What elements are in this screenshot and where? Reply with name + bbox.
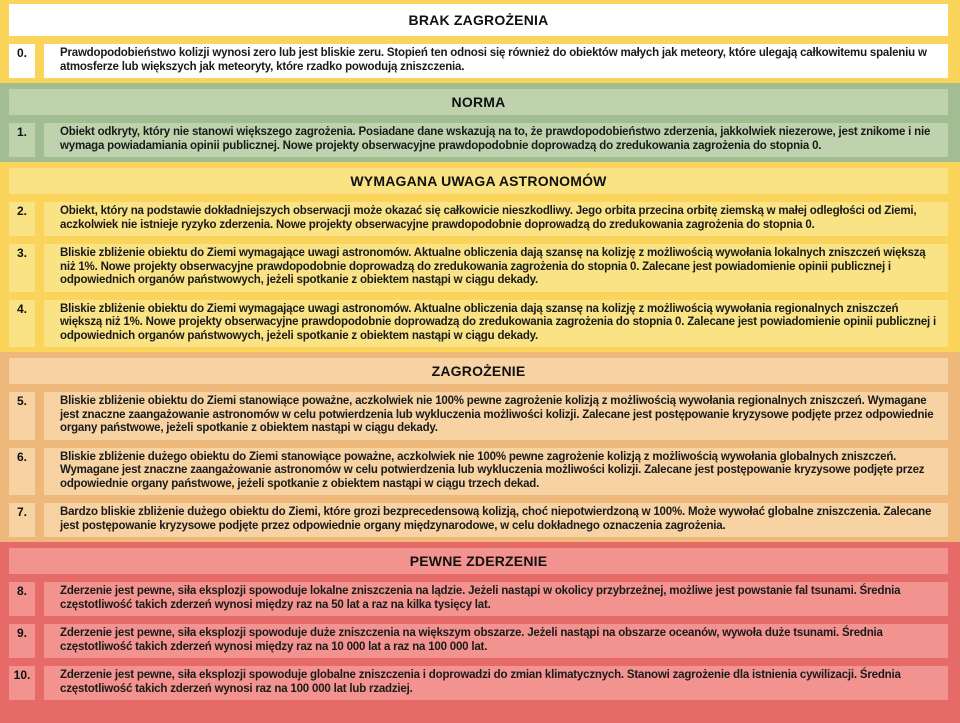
- scale-level-2: 2.: [9, 202, 35, 236]
- scale-row-9: [9, 624, 948, 658]
- scale-row-0: [9, 44, 948, 78]
- scale-description-1: Obiekt odkryty, który nie stanowi większego zagrożenia. Posiadane dane wskazują na to, że prawdopodobieństwo zderzenia, jakkolwiek niezerowe, jest znikome i nie wymaga powiadamiania opinii publicznej. Nowe projekty obserwacyjne prawdopodobnie doprowadzą do zredukowania zagrożenia do stopnia 0.: [44, 123, 948, 157]
- scale-level-8: 8.: [9, 582, 35, 616]
- section-title-norma: NORMA: [9, 89, 948, 115]
- scale-row-10: [9, 666, 948, 700]
- scale-description-6: Bliskie zbliżenie dużego obiektu do Ziemi stanowiące poważne, aczkolwiek nie 100% pewne zagrożenie kolizją z możliwością wywołania globalnych zniszczeń. Wymagane jest znaczne zaangażowanie astronomów w celu potwierdzenia lub wykluczenia możliwości kolizji. Zalecane jest postępowanie kryzysowe podjęte przez odpowiednie organy państwowe, jeżeli spotkanie z obiektem nastąpi w ciągu trzech dekad.: [44, 448, 948, 496]
- scale-description-9: Zderzenie jest pewne, siła eksplozji spowoduje duże zniszczenia na większym obszarze. Jeżeli nastąpi na obszarze oceanów, wywoła duże tsunami. Średnia częstotliwość takich zderzeń wynosi między raz na 10 000 lat a raz na 100 000 lat.: [44, 624, 948, 658]
- section-title-pewne-zderzenie: PEWNE ZDERZENIE: [9, 548, 948, 574]
- scale-row-2: [9, 202, 948, 236]
- scale-level-7: 7.: [9, 503, 35, 537]
- scale-level-10: 10.: [9, 666, 35, 700]
- scale-row-7: [9, 503, 948, 537]
- scale-row-6: [9, 448, 948, 496]
- scale-row-4: [9, 300, 948, 348]
- scale-level-6: 6.: [9, 448, 35, 496]
- scale-level-1: 1.: [9, 123, 35, 157]
- scale-row-8: [9, 582, 948, 616]
- scale-row-5: [9, 392, 948, 440]
- scale-level-5: 5.: [9, 392, 35, 440]
- scale-level-3: 3.: [9, 244, 35, 292]
- scale-description-8: Zderzenie jest pewne, siła eksplozji spowoduje lokalne zniszczenia na lądzie. Jeżeli nastąpi w okolicy przybrzeżnej, możliwe jest powstanie fal tsunami. Średnia częstotliwość takich zderzeń wynosi między raz na 50 lat a raz na kilka tysięcy lat.: [44, 582, 948, 616]
- section-wymagana-uwaga-astronomow: [0, 162, 960, 352]
- scale-description-10: Zderzenie jest pewne, siła eksplozji spowoduje globalne zniszczenia i doprowadzi do zmian klimatycznych. Stanowi zagrożenie dla istnienia cywilizacji. Średnia częstotliwość takich zderzeń wynosi raz na 100 000 lat lub rzadziej.: [44, 666, 948, 700]
- scale-description-4: Bliskie zbliżenie obiektu do Ziemi wymagające uwagi astronomów. Aktualne obliczenia dają szansę na kolizję z możliwością wywołania regionalnych zniszczeń większą niż 1%. Nowe projekty obserwacyjne prawdopodobnie doprowadzą do zredukowania zagrożenia do stopnia 0. Zalecane jest powiadomienie opinii publicznej i odpowiednich organów państwowych, jeżeli spotkanie z obiektem nastąpi w ciągu dekady.: [44, 300, 948, 348]
- scale-description-5: Bliskie zbliżenie obiektu do Ziemi stanowiące poważne, aczkolwiek nie 100% pewne zagrożenie kolizją z możliwością wywołania regionalnych zniszczeń. Wymagane jest znaczne zaangażowanie astronomów w celu potwierdzenia lub wykluczenia możliwości kolizji. Zalecane jest postępowanie kryzysowe podjęte przez odpowiednie organy państwowe, jeżeli spotkanie z obiektem nastąpi w ciągu dekady.: [44, 392, 948, 440]
- section-brak-zagrozenia: [0, 0, 960, 83]
- scale-row-1: [9, 123, 948, 157]
- scale-level-4: 4.: [9, 300, 35, 348]
- scale-level-0: 0.: [9, 44, 35, 78]
- section-title-wymagana-uwaga: WYMAGANA UWAGA ASTRONOMÓW: [9, 168, 948, 194]
- section-norma: [0, 83, 960, 162]
- scale-description-0: Prawdopodobieństwo kolizji wynosi zero lub jest bliskie zeru. Stopień ten odnosi się również do obiektów małych jak meteory, które ulegają całkowitemu spaleniu w atmosferze lub większych jak meteoryty, które rzadko powodują zniszczenia.: [44, 44, 948, 78]
- scale-row-3: [9, 244, 948, 292]
- section-title-brak-zagrozenia: BRAK ZAGROŻENIA: [9, 4, 948, 36]
- section-zagrozenie: [0, 352, 960, 542]
- scale-description-3: Bliskie zbliżenie obiektu do Ziemi wymagające uwagi astronomów. Aktualne obliczenia dają szansę na kolizję z możliwością wywołania lokalnych zniszczeń większą niż 1%. Nowe projekty obserwacyjne prawdopodobnie doprowadzą do zredukowania zagrożenia do stopnia 0. Zalecane jest powiadomienie opinii publicznej i odpowiednich organów państwowych, jeżeli spotkanie z obiektem nastąpi w ciągu dekady.: [44, 244, 948, 292]
- scale-description-2: Obiekt, który na podstawie dokładniejszych obserwacji może okazać się całkowicie nieszkodliwy. Jego orbita przecina orbitę ziemską w małej odległości od Ziemi, aczkolwiek nie istnieje ryzyko zderzenia. Nowe projekty obserwacyjne prawdopodobnie doprowadzą do zredukowania zagrożenia do stopnia 0.: [44, 202, 948, 236]
- section-pewne-zderzenie: [0, 542, 960, 723]
- scale-level-9: 9.: [9, 624, 35, 658]
- section-title-zagrozenie: ZAGROŻENIE: [9, 358, 948, 384]
- scale-description-7: Bardzo bliskie zbliżenie dużego obiektu do Ziemi, które grozi bezprecedensową kolizją, choć niepotwierdzoną w 100%. Może wywołać globalne zniszczenia. Zalecane jest postępowanie kryzysowe podjęte przez odpowiednie organy międzynarodowe, w celu dokładnego oznaczenia zagrożenia.: [44, 503, 948, 537]
